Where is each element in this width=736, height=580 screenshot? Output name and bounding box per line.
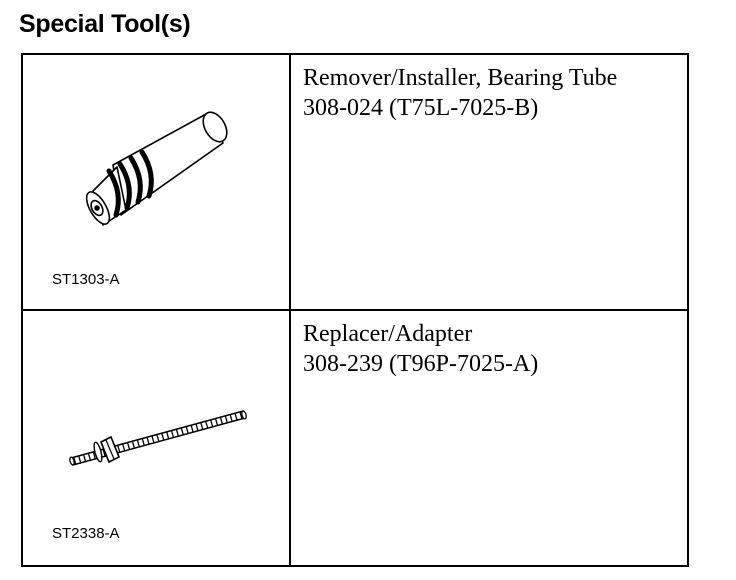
tool-description-cell — [291, 55, 687, 309]
tool-row — [23, 55, 687, 311]
tool-row — [23, 311, 687, 565]
tool-code-label: ST2338-A — [52, 525, 120, 542]
page-title: Special Tool(s) — [19, 10, 191, 38]
tool-name: Remover/Installer, Bearing Tube — [303, 65, 618, 91]
tool-image-cell — [23, 311, 291, 565]
tool-code-label: ST1303-A — [52, 271, 120, 288]
special-tools-table — [21, 53, 689, 567]
tool-image-cell — [23, 55, 291, 309]
tool-description-cell — [291, 311, 687, 565]
tool-name: Replacer/Adapter — [303, 321, 473, 347]
tool-part-number: 308-024 (T75L-7025-B) — [303, 95, 539, 121]
tool-part-number: 308-239 (T96P-7025-A) — [303, 351, 539, 377]
